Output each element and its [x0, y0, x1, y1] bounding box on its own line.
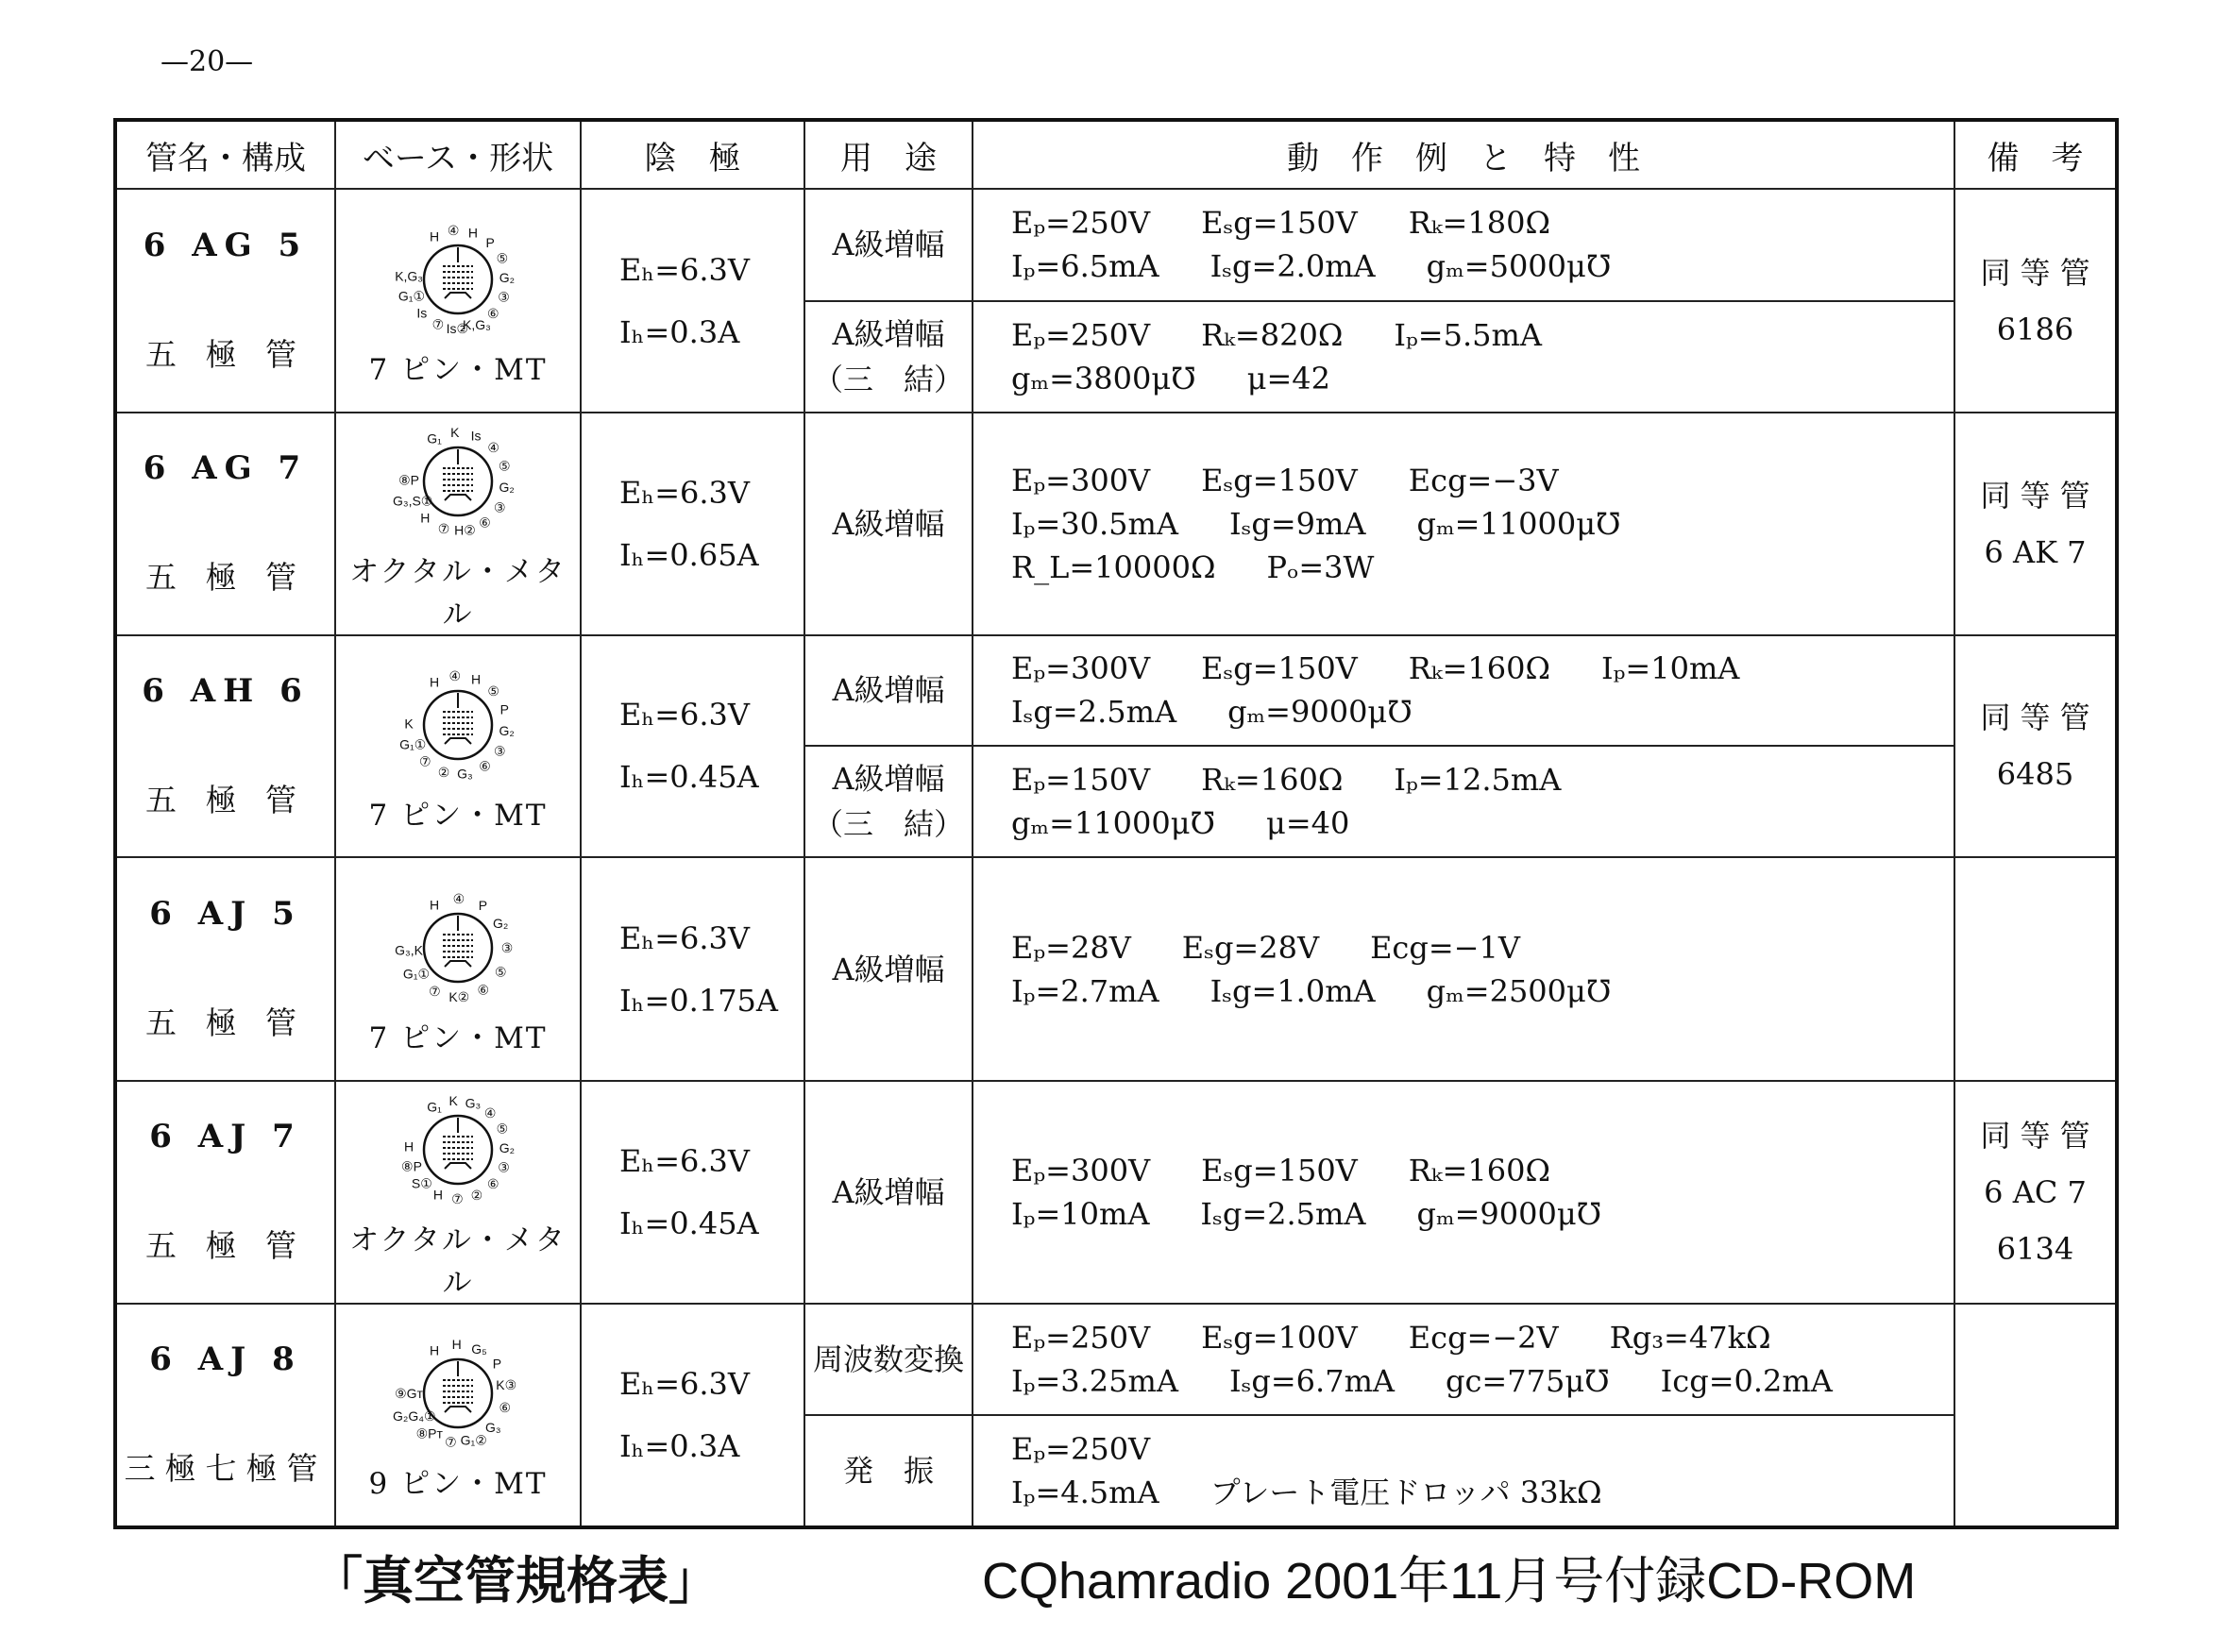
ops-value: Iₚ=12.5mA [1394, 762, 1562, 799]
ops-value: Rₖ=160Ω [1201, 762, 1344, 799]
tube-name: 6 AJ 8 [149, 1340, 302, 1379]
pin-label: G₁① [399, 736, 427, 752]
pin-label: G₁ [427, 430, 442, 447]
ops-line [1011, 1427, 1954, 1471]
ops-line [1011, 459, 1954, 502]
tube-name: 6 AG 5 [143, 227, 309, 265]
pin-label: H② [454, 522, 476, 538]
pin-label: G₂G₄① [393, 1408, 436, 1424]
tube-base-cell [335, 635, 581, 857]
ops-value: Iₚ=30.5mA [1011, 505, 1178, 542]
pin-label: G₂ [492, 916, 509, 932]
cathode-value: Eₕ=6.3V [619, 1142, 751, 1179]
usage-label: A級増幅 [832, 672, 945, 709]
notes-cell [1954, 635, 2117, 857]
ops-value: Eₚ=300V [1011, 1152, 1151, 1188]
ops-value: Iₚ=10mA [1600, 650, 1740, 687]
tube-base-diagram [392, 1087, 524, 1210]
pin-label: H [430, 1342, 440, 1358]
table-row [115, 1081, 2117, 1303]
pin-label: ② [470, 1187, 483, 1203]
table-row [115, 857, 2117, 1081]
table-body [115, 189, 2117, 1527]
ops-value: gₘ=3800μ℧ [1011, 360, 1196, 396]
pin-label: Is② [446, 321, 469, 337]
ops-value: Eₛg=28V [1181, 929, 1320, 966]
ops-value: Iₛg=2.5mA [1200, 1195, 1366, 1232]
pin-label: Is [416, 305, 428, 321]
ops-cell [973, 301, 1954, 413]
pin-label: G₂ [499, 722, 515, 738]
pin-label: ⑦ [419, 753, 431, 769]
header-cathode: 陰 極 [581, 120, 804, 189]
pin-label: S① [411, 1175, 432, 1191]
pin-label: ⑥ [479, 514, 491, 531]
pin-label: H [451, 1337, 462, 1353]
ops-value: gₘ=9000μ℧ [1227, 694, 1413, 731]
ops-value: Iₛg=9mA [1228, 505, 1366, 542]
pin-label: G₅ [471, 1341, 487, 1357]
ops-line [1011, 1316, 1954, 1359]
cathode-heater [445, 495, 471, 500]
ops-value: μ=42 [1246, 360, 1331, 396]
ops-cell [973, 413, 1954, 634]
cathode-value: Iₕ=0.45A [619, 759, 759, 796]
note-value: 同 等 管 [1980, 254, 2090, 291]
pin-label: ⑥ [487, 306, 499, 322]
ops-value: Iₛg=2.5mA [1011, 694, 1177, 731]
base-label: オクタル・メタル [349, 554, 567, 632]
ops-cell [973, 746, 1954, 857]
ops-value: Eₚ=28V [1011, 929, 1131, 966]
ops-value: Iₚ=2.7mA [1011, 972, 1159, 1009]
ops-value: R_L=10000Ω [1011, 548, 1216, 585]
notes-cell [1954, 1081, 2117, 1303]
pin-label: G₂ [499, 1139, 516, 1155]
tube-name: 6 AJ 7 [149, 1118, 302, 1156]
ops-value: Iₚ=3.25mA [1011, 1362, 1178, 1399]
usage-cell [804, 1081, 973, 1303]
table-row [115, 1304, 2117, 1416]
pin-label: K [404, 716, 414, 732]
tube-base-cell [335, 1081, 581, 1303]
ops-value: Iₛg=6.7mA [1228, 1362, 1396, 1399]
ops-value: Rₖ=180Ω [1408, 205, 1550, 242]
cathode-heater [445, 1407, 471, 1412]
header-usage: 用 途 [804, 120, 973, 189]
ops-value: Pₒ=3W [1266, 548, 1375, 585]
ops-value: Eₛg=150V [1201, 205, 1358, 242]
note-value: 6 AC 7 [1984, 1173, 2087, 1210]
pin-label: K,G₃ [395, 268, 424, 284]
pin-label: ③ [493, 499, 506, 515]
usage-cell [804, 635, 973, 747]
pin-label: ③ [498, 1159, 510, 1175]
usage-cell [804, 857, 973, 1081]
header-base: ベース・形状 [335, 120, 581, 189]
pin-label: ⑦ [445, 1434, 457, 1450]
ops-line [1011, 201, 1954, 244]
ops-value: Iₚ=5.5mA [1394, 316, 1542, 353]
ops-cell [973, 1081, 1954, 1303]
ops-value: Eₚ=250V [1011, 1319, 1151, 1356]
ops-value: Eₚ=300V [1011, 650, 1151, 687]
pin-label: ③ [493, 743, 506, 759]
notes-cell [1954, 189, 2117, 413]
ops-cell [973, 857, 1954, 1081]
pin-label: ⑤ [487, 683, 499, 699]
ops-line [1011, 1192, 1954, 1236]
note-value: 6485 [1996, 756, 2074, 793]
header-row [115, 120, 2117, 189]
usage-label: A級増幅 [832, 505, 945, 542]
usage-label: A級増幅 [832, 227, 945, 263]
ops-value: gₘ=11000μ℧ [1011, 805, 1216, 842]
pin-label: ③ [498, 289, 510, 305]
pin-label: ⑤ [496, 250, 509, 266]
pin-label: H [430, 674, 440, 690]
pin-label: P [478, 898, 488, 914]
tube-base-cell [335, 189, 581, 413]
cathode-value: Iₕ=0.3A [619, 1427, 740, 1464]
cathode-heater [445, 293, 471, 298]
ops-value: Iₛg=2.0mA [1210, 248, 1376, 285]
pin-label: ④ [452, 891, 465, 907]
cathode-value: Eₕ=6.3V [619, 697, 751, 733]
ops-line [1011, 926, 1954, 969]
pin-label: G₁ [427, 1099, 442, 1115]
pin-label: G₃ [457, 766, 473, 782]
ops-value: Rₖ=160Ω [1408, 1152, 1550, 1188]
pin-label: ⑥ [479, 758, 491, 774]
tube-name-cell [115, 635, 335, 857]
ops-value: Ecg=−2V [1408, 1319, 1559, 1356]
tube-base-cell [335, 413, 581, 634]
tube-base-diagram [392, 419, 524, 542]
pin-label: ⑦ [429, 983, 441, 999]
tube-name: 6 AG 7 [143, 449, 309, 488]
base-label: 7 ピン・MT [368, 353, 548, 388]
pin-label: ⑧Pᴛ [415, 1425, 443, 1441]
cathode-value: Eₕ=6.3V [619, 251, 751, 288]
ops-line [1011, 647, 1954, 690]
ops-value: Ecg=−1V [1370, 929, 1520, 966]
tube-name: 6 AJ 5 [149, 895, 302, 934]
ops-value: Eₚ=250V [1011, 1431, 1151, 1468]
cathode-cell [581, 635, 804, 857]
usage-label: A級増幅 [832, 315, 945, 352]
ops-value: Iₚ=4.5mA [1011, 1475, 1159, 1511]
ops-value: Iₚ=10mA [1011, 1195, 1150, 1232]
ops-value: Eₚ=150V [1011, 762, 1151, 799]
cathode-value: Eₕ=6.3V [619, 1365, 751, 1402]
pin-label: H [470, 671, 482, 687]
ops-value: gₘ=2500μ℧ [1426, 972, 1612, 1009]
pin-label: H [432, 1187, 443, 1203]
pin-label: ④ [483, 1104, 497, 1121]
note-value: 同 等 管 [1980, 477, 2090, 514]
usage-label: 発 振 [842, 1453, 934, 1490]
ops-line [1011, 690, 1954, 733]
footer-title: 「真空管規格表」 [312, 1551, 719, 1610]
ops-line [1011, 801, 1954, 845]
tube-spec-table [113, 118, 2119, 1529]
tube-structure: 五 極 管 [145, 336, 306, 374]
usage-cell [804, 746, 973, 857]
ops-value: gₘ=11000μ℧ [1416, 505, 1621, 542]
ops-line [1011, 357, 1954, 400]
pin-label: ⑥ [499, 1400, 512, 1416]
ops-value: Icg=0.2mA [1660, 1362, 1833, 1399]
ops-value: プレート電圧ドロッパ 33kΩ [1210, 1475, 1602, 1511]
tube-name-cell [115, 1081, 335, 1303]
ops-cell [973, 1304, 1954, 1416]
ops-value: Eₚ=300V [1011, 462, 1151, 498]
pin-label: G₁① [402, 966, 431, 982]
base-label: 7 ピン・MT [368, 798, 548, 833]
notes-cell [1954, 413, 2117, 634]
pin-label: G₂ [499, 479, 515, 495]
note-value: 6134 [1996, 1230, 2074, 1267]
header-ops: 動 作 例 と 特 性 [973, 120, 1954, 189]
tube-name-cell [115, 189, 335, 413]
ops-line [1011, 1149, 1954, 1192]
ops-value: gₘ=5000μ℧ [1426, 248, 1612, 285]
ops-value: Ecg=−3V [1408, 462, 1559, 498]
pin-label: ⑥ [487, 1176, 499, 1192]
pin-label: H [430, 897, 440, 913]
ops-line [1011, 244, 1954, 288]
base-label: オクタル・メタル [349, 1222, 567, 1300]
pin-label: G₃ [465, 1095, 482, 1111]
pin-label: ④ [487, 440, 499, 456]
footer-source: CQhamradio 2001年11月号付録CD-ROM [982, 1553, 1917, 1610]
pin-label: G₃ [485, 1420, 501, 1436]
pin-label: K③ [496, 1377, 517, 1393]
tube-structure: 五 極 管 [145, 1004, 306, 1042]
tube-name-cell [115, 1304, 335, 1527]
pin-label: ⑤ [495, 964, 507, 980]
table-row [115, 413, 2117, 634]
pin-label: ⑧P [401, 1158, 422, 1174]
usage-cell [804, 1304, 973, 1416]
ops-cell [973, 1415, 1954, 1527]
ops-value: Eₚ=250V [1011, 205, 1151, 242]
tube-name-cell [115, 857, 335, 1081]
usage-label: 周波数変換 [812, 1340, 964, 1377]
ops-line [1011, 1359, 1954, 1403]
note-value: 6 AK 7 [1984, 533, 2087, 570]
cathode-value: Eₕ=6.3V [619, 919, 751, 956]
ops-line [1011, 969, 1954, 1013]
cathode-value: Eₕ=6.3V [619, 474, 751, 511]
pin-label: H [420, 510, 431, 526]
pin-label: G₁① [398, 288, 426, 304]
usage-cell [804, 1415, 973, 1527]
tube-structure: 五 極 管 [145, 781, 306, 818]
ops-line [1011, 313, 1954, 357]
page-number: —20— [161, 45, 254, 78]
cathode-value: Iₕ=0.65A [619, 536, 759, 573]
ops-value: Eₛg=150V [1201, 462, 1358, 498]
pin-label: G₃,S① [392, 493, 433, 509]
ops-value: gc=775μ℧ [1446, 1362, 1610, 1399]
ops-value: gₘ=9000μ℧ [1416, 1195, 1602, 1232]
tube-base-cell [335, 1304, 581, 1527]
pin-label: ⑧P [398, 472, 419, 488]
cathode-value: Iₕ=0.3A [619, 313, 740, 350]
note-value: 同 等 管 [1980, 700, 2090, 736]
header-name: 管名・構成 [115, 120, 335, 189]
cathode-cell [581, 413, 804, 634]
pin-label: ⑨Gᴛ [395, 1386, 423, 1402]
table-row [115, 635, 2117, 747]
header-notes: 備 考 [1954, 120, 2117, 189]
usage-label: A級増幅 [832, 1173, 945, 1210]
tube-name-cell [115, 413, 335, 634]
pin-label: K [450, 425, 460, 441]
cathode-cell [581, 857, 804, 1081]
base-label: 7 ピン・MT [368, 1021, 548, 1056]
pin-label: K,G₃ [463, 317, 491, 333]
ops-line [1011, 502, 1954, 546]
tube-base-cell [335, 857, 581, 1081]
pin-label: ② [437, 764, 450, 780]
ops-value: Rg₃=47kΩ [1609, 1319, 1771, 1356]
usage-label: A級増幅 [832, 761, 945, 798]
pin-label: G₃,K [395, 942, 423, 958]
usage-cell [804, 301, 973, 413]
cathode-cell [581, 189, 804, 413]
cathode-heater [445, 961, 471, 967]
cathode-heater [445, 738, 471, 744]
pin-label: ⑦ [437, 520, 450, 536]
pin-label: P [492, 1356, 502, 1372]
base-label: 9 ピン・MT [368, 1467, 548, 1502]
tube-name: 6 AH 6 [142, 671, 310, 710]
pin-label: G₂ [499, 270, 516, 286]
ops-value: Eₛg=100V [1201, 1319, 1358, 1356]
pin-label: ⑦ [451, 1190, 464, 1206]
ops-value: Iₚ=6.5mA [1011, 248, 1159, 285]
ops-cell [973, 189, 1954, 301]
usage-label: （三 結） [812, 806, 964, 843]
ops-value: μ=40 [1266, 805, 1350, 842]
pin-label: ③ [500, 939, 514, 955]
table-row [115, 189, 2117, 301]
ops-line [1011, 546, 1954, 589]
ops-value: Rₖ=160Ω [1408, 650, 1550, 687]
tube-structure: 五 極 管 [145, 1227, 306, 1265]
cathode-cell [581, 1304, 804, 1527]
ops-value: Eₛg=150V [1201, 650, 1358, 687]
tube-base-diagram [392, 885, 524, 1008]
pin-label: ④ [447, 223, 460, 239]
pin-label: ⑤ [496, 1121, 509, 1137]
note-value: 6186 [1996, 311, 2074, 347]
pin-label: ⑤ [499, 458, 511, 474]
tube-base-diagram [392, 1331, 524, 1454]
usage-cell [804, 189, 973, 301]
cathode-cell [581, 1081, 804, 1303]
pin-label: P [499, 701, 509, 717]
ops-value: Eₚ=250V [1011, 316, 1151, 353]
ops-value: Iₛg=1.0mA [1210, 972, 1376, 1009]
tube-base-diagram [392, 217, 524, 340]
note-value: 同 等 管 [1980, 1117, 2090, 1154]
notes-cell [1954, 1304, 2117, 1527]
ops-cell [973, 635, 1954, 747]
pin-label: Is [470, 428, 482, 444]
cathode-value: Iₕ=0.45A [619, 1205, 759, 1241]
usage-label: A級増幅 [832, 951, 945, 987]
usage-label: （三 結） [812, 361, 964, 397]
ops-value: Rₖ=820Ω [1201, 316, 1344, 353]
pin-label: P [485, 234, 495, 250]
cathode-value: Iₕ=0.175A [619, 982, 779, 1019]
pin-label: ⑥ [477, 982, 490, 998]
pin-label: K② [448, 989, 470, 1005]
notes-cell [1954, 857, 2117, 1081]
cathode-heater [445, 1163, 471, 1169]
pin-label: H [467, 225, 479, 241]
pin-label: H [430, 228, 440, 244]
ops-value: Eₛg=150V [1201, 1152, 1358, 1188]
pin-label: K [448, 1093, 458, 1109]
tube-base-diagram [392, 663, 524, 785]
pin-label: ⑦ [431, 316, 445, 332]
ops-line [1011, 1471, 1954, 1514]
tube-structure: 三極七極管 [124, 1450, 328, 1488]
usage-cell [804, 413, 973, 634]
ops-line [1011, 758, 1954, 801]
pin-label: G₁② [460, 1432, 487, 1448]
pin-label: H [404, 1138, 414, 1155]
tube-structure: 五 極 管 [145, 559, 306, 597]
pin-label: ④ [448, 667, 462, 683]
